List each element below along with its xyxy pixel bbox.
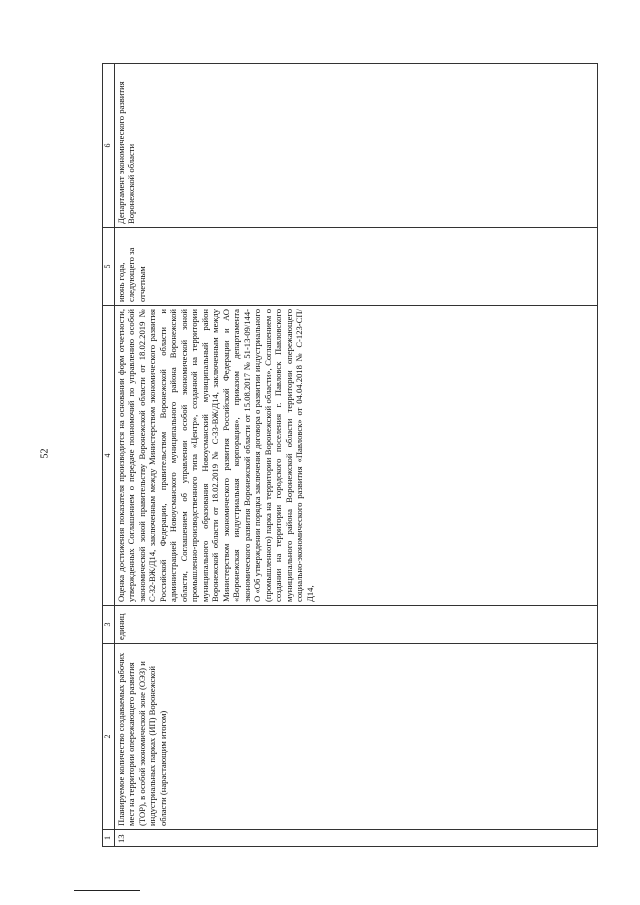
- indicator-table: [102, 63, 598, 847]
- row-number: 13: [115, 830, 598, 847]
- unit-of-measure: единиц: [115, 606, 598, 644]
- header-col-2: 2: [103, 644, 115, 830]
- header-col-5: 5: [103, 228, 115, 306]
- header-col-4: 4: [103, 306, 115, 606]
- responsible-body: Департамент экономического развития Воронежской области: [115, 64, 598, 228]
- header-col-3: 3: [103, 606, 115, 644]
- indicator-name: Планируемое количество создаваемых рабочих мест на территории опережающего развития (ТОР), в особой экономической зоне (ОЭЗ) и индустриальных парках (ИП) Воронежской области (нарастающим итогом): [115, 644, 598, 830]
- table-row: [115, 64, 598, 847]
- rotated-table-area: [102, 63, 640, 843]
- page-number: 52: [39, 448, 51, 459]
- calculation-method: Оценка достижения показателя производится на основании форм отчетности, утвержденных Соглашением о передаче полномочий по управлению особой экономической зоной правительству Воронежской области от 18.02.2019 № С-32-ВЖ/Д14, заключенным между Министерством экономического развития Российской Федерации, правительством Воронежской области и администрацией Новоусманского муниципального района Воронежской области, Соглашением об управлении особой экономической зоной промышленно-производственного типа «Центр», созданной на территории муниципального образования Новоусманский муниципальный район Воронежской области от 18.02.2019 № С-33-ВЖ/Д14, заключенным между Министерством экономического развития Российской Федерации и АО «Воронежская индустриальная корпорация», приказом департамента экономического развития Воронежской области от 15.08.2017 № 51-13-09/144-О «Об утверждении порядка заключения договора о развитии индустриального (промышленного) парка на территории Воронежской области», Соглашением о создании на территории городского поселения г. Павловск Павловского муниципального района Воронежской области территории опережающего социально-экономического развития «Павловск» от 04.04.2018 № С-123-СП/Д14,: [115, 306, 598, 606]
- table-header-row: [103, 64, 115, 847]
- footer-divider: [74, 890, 140, 891]
- header-col-6: 6: [103, 64, 115, 228]
- rotated-table-inner: [102, 63, 598, 847]
- header-col-1: 1: [103, 830, 115, 847]
- reporting-period: июнь года, следующего за отчетным: [115, 228, 598, 306]
